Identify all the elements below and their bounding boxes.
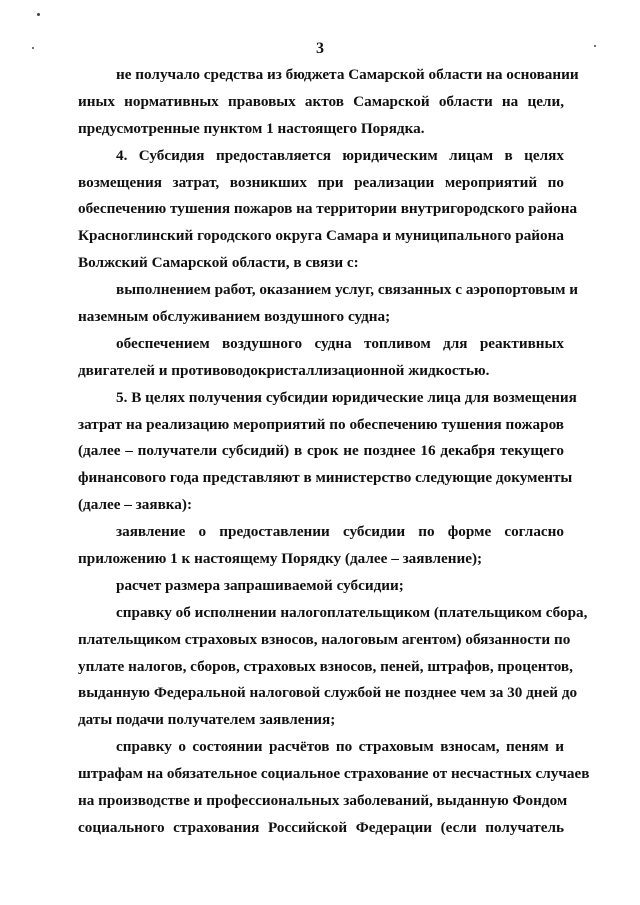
text-line: Волжский Самарской области, в связи с: — [78, 254, 359, 272]
text-line: справку об исполнении налогоплательщиком (плательщиком сбора, — [116, 603, 588, 621]
text-line: уплате налогов, сборов, страховых взносов, пеней, штрафов, процентов, — [78, 657, 573, 675]
document-text — [78, 62, 590, 842]
text-line: возмещения затрат, возникших при реализации мероприятий по — [78, 173, 564, 191]
text-line: выданную Федеральной налоговой службой не позднее чем за 30 дней до — [78, 684, 578, 702]
text-line: предусмотренные пунктом 1 настоящего Порядка. — [78, 119, 425, 137]
text-line: выполнением работ, оказанием услуг, связанных с аэропортовым и — [116, 281, 579, 299]
text-line: заявление о предоставлении субсидии по форме согласно — [116, 523, 564, 541]
text-line: (далее – заявка): — [78, 496, 193, 514]
paragraph-item-4 — [78, 143, 578, 277]
paragraph-item-5 — [78, 385, 577, 519]
paragraph-continuation — [78, 62, 579, 143]
text-line: затрат на реализацию мероприятий по обеспечению тушения пожаров — [78, 415, 564, 433]
text-line: двигателей и противоводокристаллизационной жидкостью. — [78, 361, 490, 379]
text-line: обеспечению тушения пожаров на территории внутригородского района — [78, 200, 578, 218]
paragraph-insurance-certificate — [78, 734, 590, 842]
paragraph-calculation — [78, 573, 564, 600]
text-line: штрафам на обязательное социальное страхование от несчастных случаев — [78, 765, 590, 783]
text-line: 5. В целях получения субсидии юридические лица для возмещения — [116, 388, 577, 406]
text-line: иных нормативных правовых актов Самарской области на цели, — [78, 92, 564, 110]
text-line: социального страхования Российской Федерации (если получатель — [78, 818, 564, 836]
paragraph-services — [78, 277, 579, 331]
text-line: Красноглинский городского округа Самара и муниципального района — [78, 227, 564, 245]
text-line: наземным обслуживанием воздушного судна; — [78, 308, 391, 326]
text-line: не получало средства из бюджета Самарской области на основании — [116, 66, 579, 83]
text-line: (далее – получатели субсидий) в срок не позднее 16 декабря текущего — [78, 442, 564, 460]
text-line: обеспечением воздушного судна топливом для реактивных — [116, 334, 564, 352]
text-line: справку о состоянии расчётов по страховым взносам, пеням и — [116, 738, 564, 756]
scan-speck — [37, 13, 40, 16]
text-line: приложению 1 к настоящему Порядку (далее – заявление); — [78, 550, 483, 568]
paragraph-tax-certificate — [78, 600, 588, 734]
paragraph-fuel — [78, 331, 564, 385]
text-line: финансового года представляют в министерство следующие документы — [78, 469, 573, 487]
text-line: плательщиком страховых взносов, налоговым агентом) обязанности по — [78, 630, 571, 648]
text-line: расчет размера запрашиваемой субсидии; — [116, 576, 404, 594]
paragraph-application — [78, 519, 564, 573]
text-line: 4. Субсидия предоставляется юридическим лицам в целях — [116, 146, 564, 164]
page-number: 3 — [316, 40, 324, 57]
text-line: на производстве и профессиональных заболеваний, выданную Фондом — [78, 792, 568, 810]
text-line: даты подачи получателем заявления; — [78, 711, 336, 729]
